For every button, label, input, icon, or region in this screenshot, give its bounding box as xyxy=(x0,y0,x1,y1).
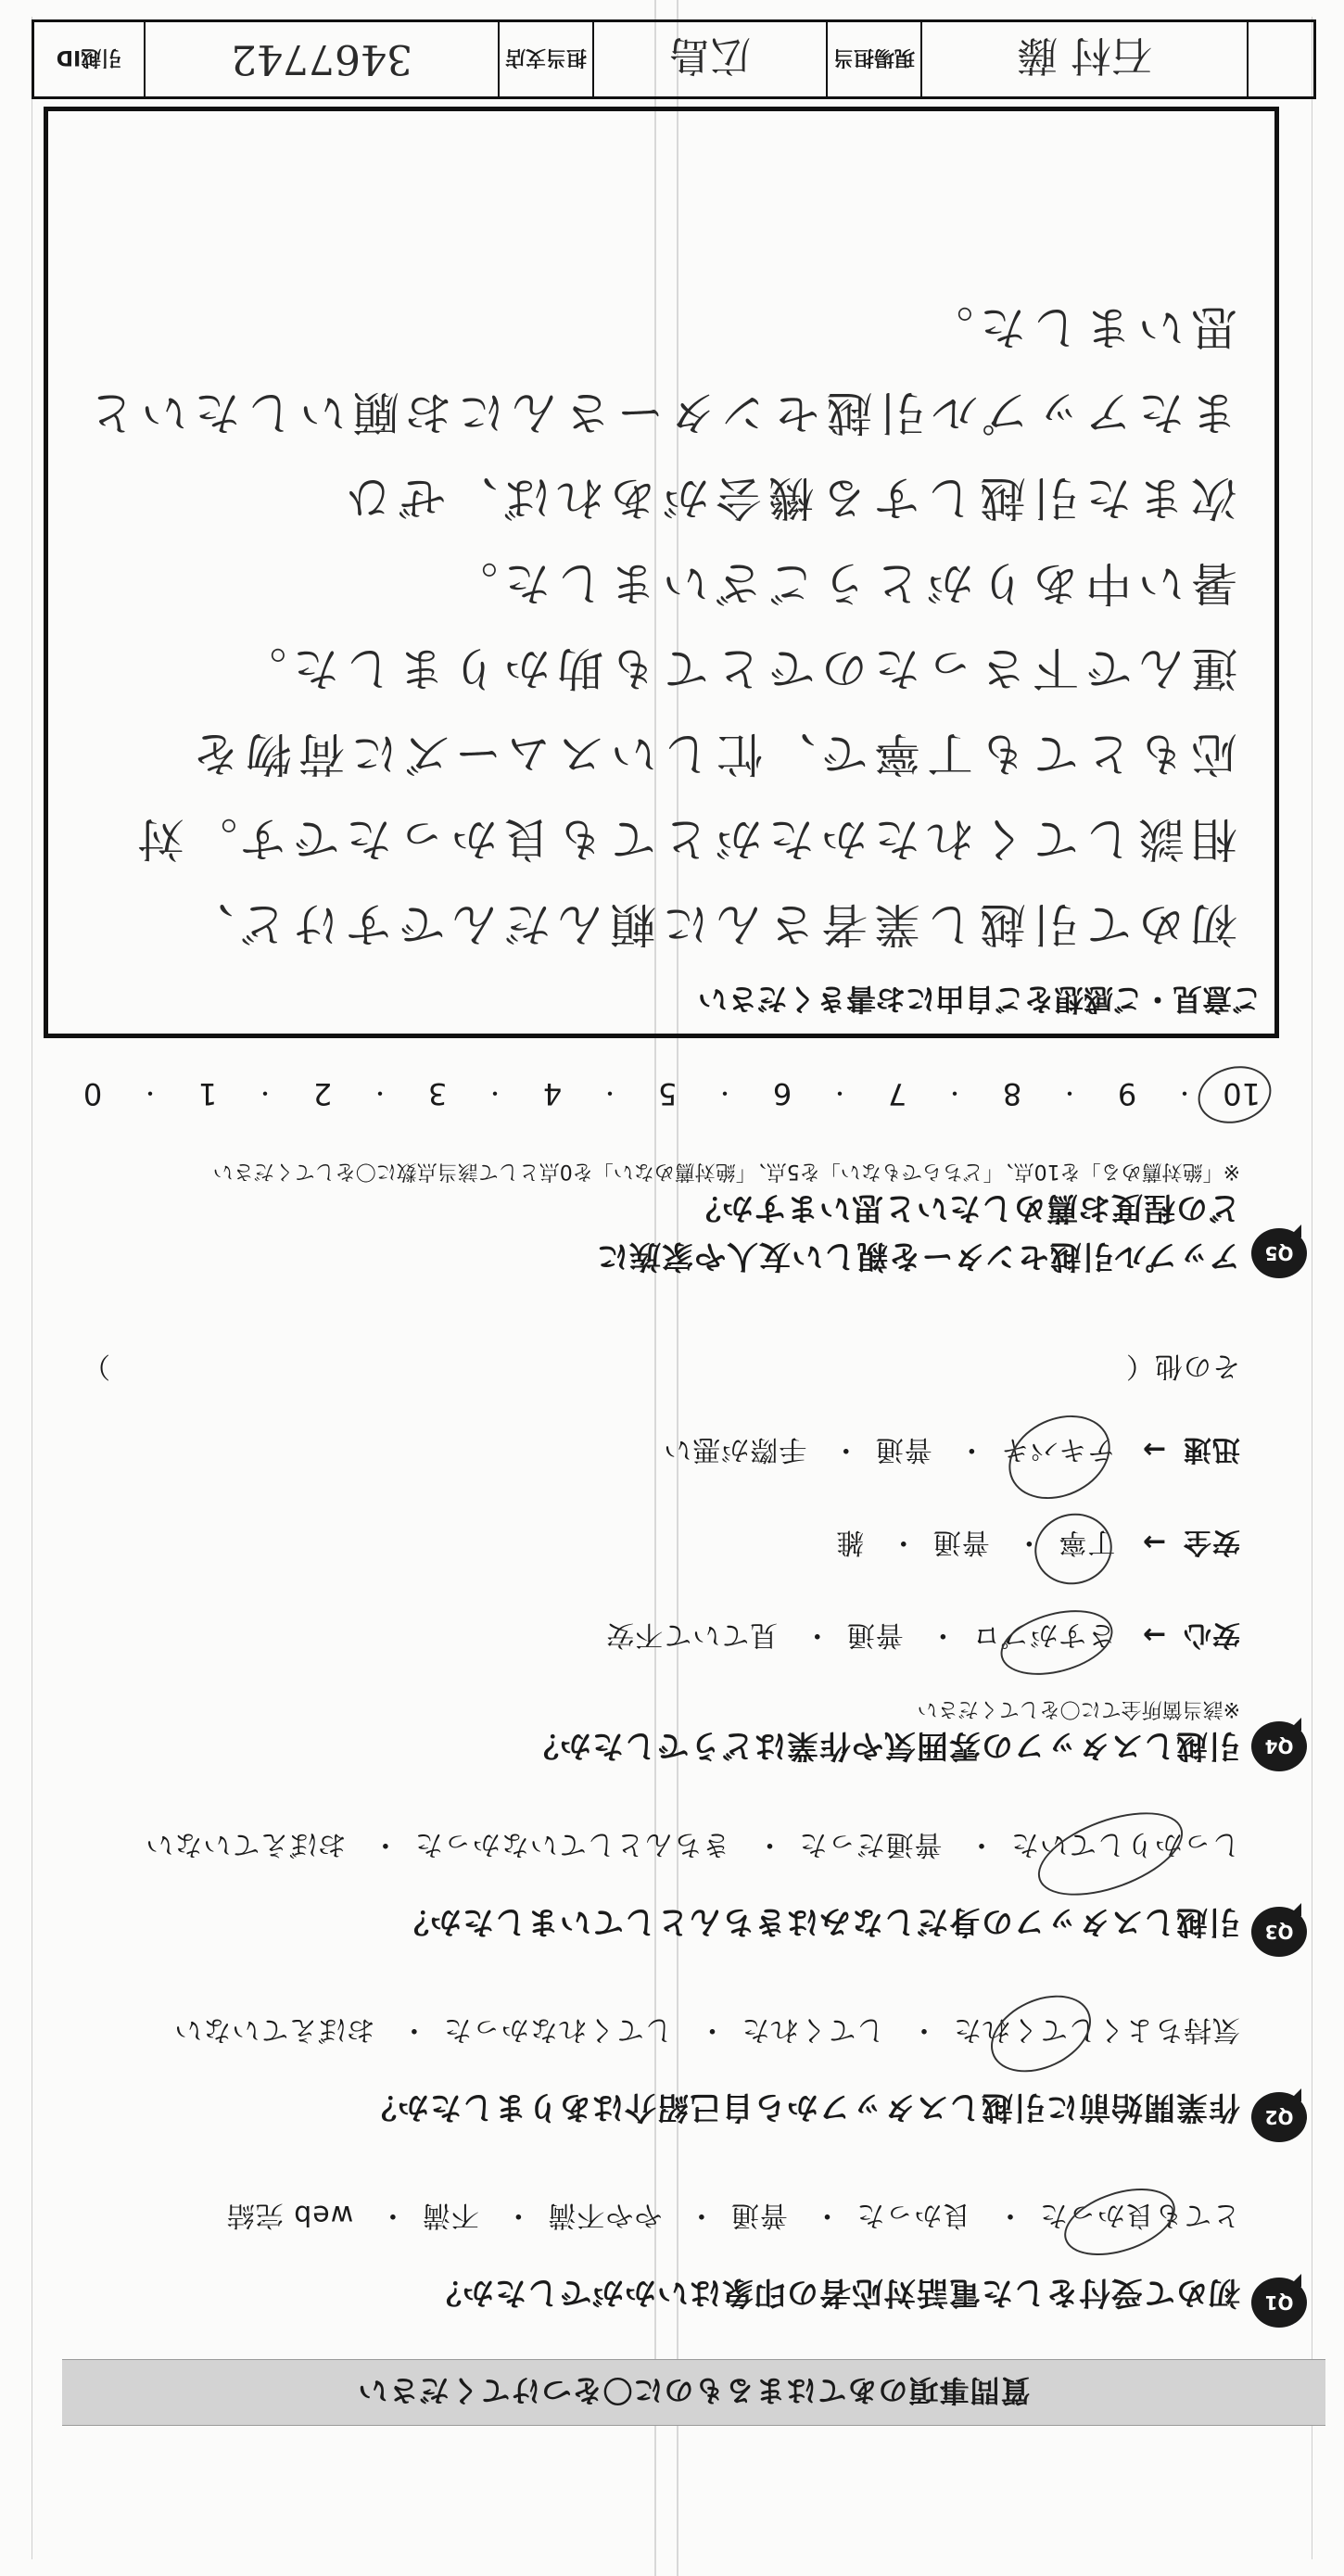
q5-text-line2: どの程度お薦めしたいと思いますか？ xyxy=(689,1189,1240,1226)
comment-line: 運んで下さったのでとても助かりました。 xyxy=(234,641,1237,695)
row-label: 安全 xyxy=(1183,1526,1240,1558)
staff-value-cell[interactable] xyxy=(920,22,1247,96)
id-value: 3467742 xyxy=(231,35,412,83)
q5-score-scale: 10 ・ 9 ・ 8 ・ 7 ・ 6 ・ 5 ・ 4 ・ 3 ・ 2 ・ 1 ・ 0 xyxy=(74,1076,1261,1111)
option[interactable]: テキパキ xyxy=(1000,1433,1116,1466)
option[interactable]: 普通 xyxy=(932,1526,990,1558)
q4-badge: Q4 xyxy=(1251,1716,1307,1771)
option[interactable]: 気持ちよくしてくれた xyxy=(953,2013,1240,2046)
branch-label: 担当支店 xyxy=(505,45,588,70)
id-label-cell xyxy=(34,22,144,96)
row-label: 迅速 xyxy=(1183,1433,1240,1466)
option[interactable]: 普通 xyxy=(729,2199,788,2231)
q5-note: ※「絶対薦める」を10点、「どちらでもない」を5点、「絶対薦めない」を0点として該当点数に〇をしてください xyxy=(212,1160,1240,1183)
instruction-title: 質問事項のあてはまるものに〇をつけてください xyxy=(357,2373,1031,2408)
q1-options: とても良かった・ 良かった・ 普通・ やや不満・ 不満・ web 完結 xyxy=(225,2199,1240,2231)
comment-line: 思いました。 xyxy=(920,300,1237,354)
branch-value-cell[interactable] xyxy=(592,22,826,96)
comment-line: 初めて引越し業者さんに頼んだんですけど、 xyxy=(181,897,1237,951)
option[interactable]: さすがプロ xyxy=(971,1618,1116,1651)
q5-text-line1: アップル引越センターを親しい友人や家族に xyxy=(596,1237,1240,1275)
q4-text: 引越しスタッフの雰囲気や作業はどうでしたか？ xyxy=(526,1727,1240,1764)
option[interactable]: 不満 xyxy=(421,2199,479,2231)
staff-value: 石村 藤 xyxy=(1017,32,1152,79)
other-label: その他（ xyxy=(1125,1350,1240,1382)
id-label: 引越ID xyxy=(56,45,122,70)
score-0[interactable]: 0 xyxy=(82,1076,103,1111)
option[interactable]: web 完結 xyxy=(225,2199,354,2231)
option[interactable]: 見ていて不安 xyxy=(605,1618,779,1651)
q5-badge: Q5 xyxy=(1251,1223,1307,1278)
score-2[interactable]: 2 xyxy=(312,1076,333,1111)
option[interactable]: きちんとしていなかった xyxy=(413,1828,730,1860)
arrow-icon: → xyxy=(1141,1618,1166,1651)
option[interactable]: とても良かった xyxy=(1039,2199,1240,2231)
option[interactable]: おぼえていない xyxy=(173,2013,375,2046)
q4-note: ※該当箇所全てに〇をしてください xyxy=(917,1697,1240,1720)
option[interactable]: 普通 xyxy=(845,1618,904,1651)
q1-text: 初めて受付をした電話対応者の印象はいかがでしたか？ xyxy=(429,2274,1240,2311)
id-value-cell[interactable] xyxy=(144,22,498,96)
q2-badge: Q2 xyxy=(1251,2087,1307,2142)
q4-row-jinsoku: 迅速→ テキパキ・ 普通・ 手際が悪い xyxy=(663,1433,1240,1466)
comment-line: 相談してくれたかたがとても良かったです。対 xyxy=(132,812,1237,866)
q3-badge: Q3 xyxy=(1251,1901,1307,1957)
comment-box[interactable] xyxy=(44,107,1279,1038)
arrow-icon: → xyxy=(1141,1433,1166,1466)
footer-blank-cell xyxy=(1247,22,1313,96)
other-close: ） xyxy=(82,1350,110,1382)
comment-title: ご意見・ご感想をご自由にお書きください xyxy=(697,982,1262,1017)
q3-options: しっかりしていた・ 普通だった・ きちんとしていなかった・ おぼえていない xyxy=(145,1828,1240,1860)
option[interactable]: 雑 xyxy=(835,1526,865,1558)
row-label: 安心 xyxy=(1183,1618,1240,1651)
q3-text: 引越しスタッフの身だしなみはきちんとしていましたか？ xyxy=(397,1903,1240,1940)
q4-row-anzen: 安全→ 丁寧・ 普通・ 雑 xyxy=(835,1526,1240,1558)
q1-badge: Q1 xyxy=(1251,2272,1307,2328)
arrow-icon: → xyxy=(1141,1526,1166,1558)
q4-row-anshin: 安心→ さすがプロ・ 普通・ 見ていて不安 xyxy=(605,1618,1240,1651)
comment-line: 次また引越しする機会があれば、ぜひ xyxy=(339,471,1237,525)
option[interactable]: してくれなかった xyxy=(442,2013,673,2046)
option[interactable]: 普通 xyxy=(874,1433,932,1466)
score-3[interactable]: 3 xyxy=(427,1076,448,1111)
score-1[interactable]: 1 xyxy=(197,1076,218,1111)
option[interactable]: しっかりしていた xyxy=(1010,1828,1240,1860)
comment-line: またアップル引越センターさんにお願いしたいと xyxy=(82,386,1237,439)
score-9[interactable]: 9 xyxy=(1117,1076,1137,1111)
q4-other xyxy=(82,1349,1240,1390)
score-8[interactable]: 8 xyxy=(1002,1076,1022,1111)
option[interactable]: 丁寧 xyxy=(1058,1526,1116,1558)
option[interactable]: 手際が悪い xyxy=(663,1433,807,1466)
option[interactable]: おぼえていない xyxy=(145,1828,347,1860)
score-4[interactable]: 4 xyxy=(542,1076,563,1111)
q2-text: 作業開始前に引越しスタッフから自己紹介はありましたか？ xyxy=(364,2088,1240,2126)
option[interactable]: やや不満 xyxy=(547,2199,663,2231)
option[interactable]: してくれた xyxy=(741,2013,885,2046)
instruction-banner xyxy=(62,2359,1325,2426)
branch-value: 広島 xyxy=(669,32,751,79)
option[interactable]: 普通だった xyxy=(798,1828,943,1860)
staff-label-cell xyxy=(826,22,920,96)
score-7[interactable]: 7 xyxy=(887,1076,907,1111)
score-6[interactable]: 6 xyxy=(772,1076,792,1111)
comment-line: 応もとても丁寧で、忙しいスムーズに荷物を xyxy=(186,727,1237,780)
branch-label-cell xyxy=(498,22,592,96)
score-10[interactable]: 10 xyxy=(1223,1076,1261,1111)
handwritten-comment xyxy=(82,285,1237,967)
q2-options: 気持ちよくしてくれた・ してくれた・ してくれなかった・ おぼえていない xyxy=(173,2013,1240,2046)
option[interactable]: 良かった xyxy=(856,2199,971,2231)
score-5[interactable]: 5 xyxy=(657,1076,678,1111)
footer-table xyxy=(32,19,1316,99)
comment-line: 暑い中ありがとうございました。 xyxy=(445,556,1237,610)
staff-label: 現場担当 xyxy=(833,45,916,70)
